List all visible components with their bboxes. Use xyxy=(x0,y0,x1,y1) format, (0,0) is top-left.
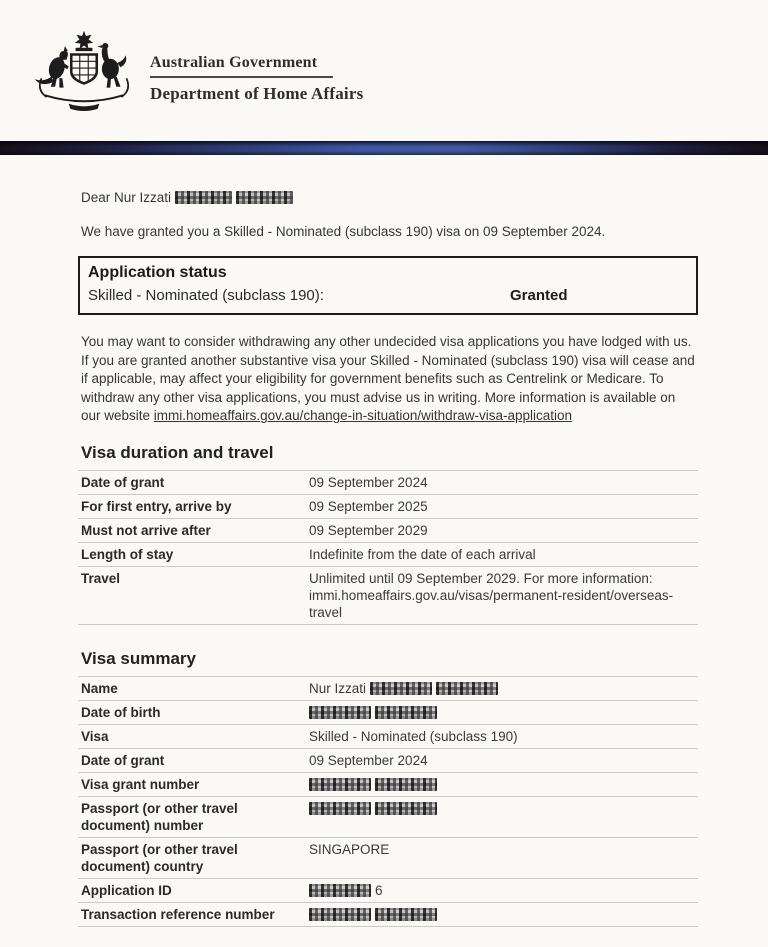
value-text: 09 September 2029 xyxy=(309,522,428,538)
row-label: Transaction reference number xyxy=(81,906,275,922)
table-row xyxy=(78,470,698,494)
table-row xyxy=(78,878,698,902)
row-label: Passport (or other travel document) number xyxy=(81,800,238,833)
government-name: Australian Government xyxy=(150,54,318,71)
table-row xyxy=(78,724,698,748)
row-value xyxy=(309,728,698,745)
redacted-text xyxy=(236,191,293,204)
visa-duration-section xyxy=(81,442,695,625)
table-row xyxy=(78,676,698,700)
table-row xyxy=(78,542,698,566)
row-label: Travel xyxy=(81,570,121,586)
row-value xyxy=(309,546,698,563)
row-label: Visa grant number xyxy=(81,776,200,792)
row-value xyxy=(309,752,698,769)
redacted-text xyxy=(375,802,437,815)
value-text: 09 September 2024 xyxy=(309,474,428,490)
status-granted-value: Granted xyxy=(510,287,568,304)
value-text: 09 September 2024 xyxy=(309,752,428,768)
table-row xyxy=(78,796,698,837)
redacted-text xyxy=(309,706,371,719)
row-value xyxy=(309,882,698,899)
value-text: 6 xyxy=(375,882,383,898)
table-row xyxy=(78,494,698,518)
row-label: Must not arrive after xyxy=(81,522,211,538)
grant-intro-line: We have granted you a Skilled - Nominated (subclass 190) visa on 09 September 2024. xyxy=(81,224,606,239)
row-label: Passport (or other travel document) country xyxy=(81,841,238,874)
row-label: Visa xyxy=(81,728,109,744)
visa-duration-title: Visa duration and travel xyxy=(81,442,274,462)
redacted-text xyxy=(375,778,437,791)
visa-duration-table xyxy=(78,470,698,625)
withdraw-visa-link[interactable]: immi.homeaffairs.gov.au/change-in-situation/withdraw-visa-application xyxy=(153,408,572,424)
row-value xyxy=(309,841,698,875)
row-value xyxy=(309,680,698,697)
redacted-text xyxy=(309,778,371,791)
withdraw-text: You may want to consider withdrawing any other undecided visa applications you have lodged with us. If you are granted another substantive visa your Skilled - Nominated (subclass 190) visa will cease and if applicable, may affect your eligibility for government benefits such as Centrelink or Medicare. To withdraw any other visa applications, you must advise us in writing. More information is available on our website xyxy=(81,334,695,424)
row-value xyxy=(309,474,698,491)
redacted-text xyxy=(175,191,232,204)
department-name: Department of Home Affairs xyxy=(150,84,364,103)
value-text: Skilled - Nominated (subclass 190) xyxy=(309,728,518,744)
australian-coat-of-arms-logo xyxy=(33,29,135,119)
row-label: Application ID xyxy=(81,882,172,898)
row-value xyxy=(309,498,698,515)
visa-class-label: Skilled - Nominated (subclass 190): xyxy=(88,287,324,304)
value-text: Indefinite from the date of each arrival xyxy=(309,546,536,562)
table-row xyxy=(78,902,698,927)
value-text: SINGAPORE xyxy=(309,841,390,857)
application-status-box xyxy=(78,256,698,315)
row-value xyxy=(309,522,698,539)
row-label: Date of grant xyxy=(81,752,165,768)
header-rule xyxy=(150,76,333,78)
table-row xyxy=(78,748,698,772)
row-label: For first entry, arrive by xyxy=(81,498,232,514)
letter-body xyxy=(81,189,695,927)
withdraw-info-paragraph xyxy=(81,333,695,426)
visa-summary-title: Visa summary xyxy=(81,648,196,668)
redacted-text xyxy=(375,908,437,921)
row-label: Date of birth xyxy=(81,704,161,720)
value-text: 09 September 2025 xyxy=(309,498,428,514)
table-row xyxy=(78,566,698,625)
letter-header xyxy=(0,0,768,141)
table-row xyxy=(78,700,698,724)
redacted-text xyxy=(309,802,371,815)
value-text: Unlimited until 09 September 2029. For more information: immi.homeaffairs.gov.au/visas/permanent-resident/overseas-travel xyxy=(309,570,674,620)
row-label: Date of grant xyxy=(81,474,165,490)
redacted-text xyxy=(436,682,498,695)
redacted-text xyxy=(309,884,371,897)
redacted-text xyxy=(309,908,371,921)
row-value xyxy=(309,570,698,621)
table-row xyxy=(78,772,698,796)
table-row xyxy=(78,518,698,542)
table-row xyxy=(78,837,698,878)
application-status-row xyxy=(88,286,688,305)
value-text: Nur Izzati xyxy=(309,680,370,696)
header-divider-bar xyxy=(0,141,768,155)
row-value xyxy=(309,776,698,793)
redacted-text xyxy=(375,706,437,719)
row-value xyxy=(309,906,698,923)
row-value xyxy=(309,704,698,721)
application-status-title: Application status xyxy=(88,264,227,281)
row-label: Length of stay xyxy=(81,546,174,562)
visa-summary-section xyxy=(81,648,695,927)
header-text-block xyxy=(150,54,363,104)
visa-summary-table xyxy=(78,676,698,927)
row-label: Name xyxy=(81,680,118,696)
redacted-text xyxy=(370,682,432,695)
greeting-line xyxy=(81,189,695,206)
coat-of-arms-icon xyxy=(33,29,135,114)
row-value xyxy=(309,800,698,834)
value-text: Dear Nur Izzati xyxy=(81,190,175,205)
